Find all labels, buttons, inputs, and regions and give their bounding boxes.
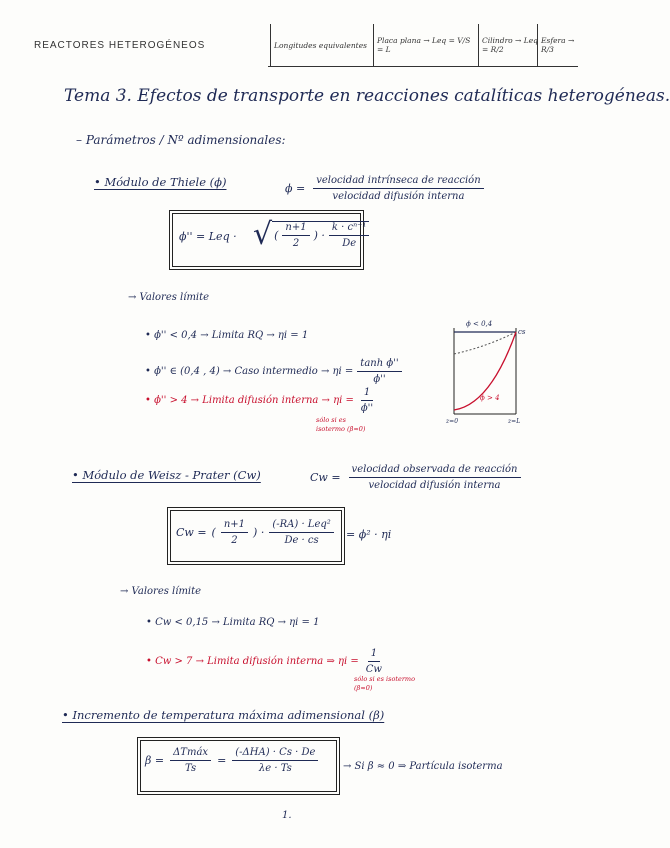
thiele-cond-3-num: 1: [361, 387, 373, 401]
weisz-rhs: = ϕ² · ηi: [346, 528, 392, 541]
thiele-definition: [285, 175, 484, 202]
beta-formula-box: [140, 740, 337, 792]
page-title: Tema 3. Efectos de transporte en reacciones catalíticas heterogéneas.: [64, 86, 670, 106]
thiele-note: sólo si es isotermo (β≈0): [316, 416, 366, 433]
thiele-cond-2-num: tanh ϕ'': [357, 358, 401, 372]
graph-z0-label: z=0: [446, 418, 459, 425]
thiele-def-den: velocidad difusión interna: [332, 191, 465, 202]
thiele-k-num: k · cⁿ⁻¹: [329, 222, 370, 236]
header-cell-text: Cilindro → Leq = R/2: [482, 36, 538, 54]
beta-d2: λe · Ts: [258, 763, 292, 774]
header-cell-4: [537, 24, 581, 66]
thiele-heading: • Módulo de Thiele (ϕ): [94, 175, 227, 189]
thiele-root: [253, 217, 369, 252]
beta-formula: [145, 747, 318, 774]
thiele-cond-2-text: • ϕ'' ∈ (0,4 , 4) → Caso intermedio → ηi =: [145, 366, 354, 377]
weisz-cond-2-den: Cw: [365, 664, 382, 675]
header-rule: [268, 66, 578, 67]
beta-lhs: β =: [145, 754, 165, 767]
thiele-k-den: De: [342, 237, 357, 249]
course-title: REACTORES HETEROGÉNEOS: [34, 40, 206, 51]
concentration-profile-graph: [446, 314, 536, 426]
params-heading: – Parámetros / Nº adimensionales:: [76, 133, 286, 147]
thiele-def-num: velocidad intrínseca de reacción: [313, 175, 483, 189]
graph-top-label: ϕ < 0,4: [466, 320, 493, 328]
weisz-cond-2-num: 1: [368, 648, 380, 662]
beta-eq: =: [217, 754, 227, 767]
weisz-d2: De · cs: [284, 535, 319, 546]
weisz-cond-2-text: • Cw > 7 → Limita difusión interna ⇒ ηi =: [146, 656, 359, 667]
weisz-def-lhs: Cw =: [310, 471, 341, 484]
graph-curve-label: ϕ > 4: [480, 394, 500, 402]
header-cell-3: [478, 24, 540, 66]
beta-heading: • Incremento de temperatura máxima adimensional (β): [62, 708, 385, 722]
thiele-limits-heading: → Valores límite: [128, 292, 210, 303]
thiele-cond-3-text: • ϕ'' > 4 → Limita difusión interna → ηi =: [145, 395, 354, 406]
header-cell-text: Placa plana → Leq = V/S = L: [377, 36, 471, 54]
header-cell-text: Esfera → R/3: [541, 36, 575, 54]
thiele-def-lhs: ϕ =: [285, 182, 306, 195]
thiele-root-num: n+1: [282, 222, 309, 236]
weisz-lhs: Cw =: [176, 526, 207, 539]
header-cell-text: Longitudes equivalentes: [274, 40, 367, 50]
page-number: 1.: [282, 810, 292, 821]
beta-d1: Ts: [185, 763, 197, 774]
weisz-heading: • Módulo de Weisz - Prater (Cw): [72, 468, 261, 482]
header-cell-1: [270, 24, 376, 66]
weisz-def-num: velocidad observada de reacción: [349, 464, 521, 478]
thiele-formula-box: [172, 213, 367, 267]
thiele-root-den: 2: [292, 237, 300, 249]
thiele-cond-1: • ϕ'' < 0,4 → Limita RQ → ηi = 1: [145, 330, 309, 341]
weisz-limits-heading: → Valores límite: [120, 586, 202, 597]
weisz-n2: (-RA) · Leq²: [269, 519, 333, 533]
weisz-formula: Cw = ( $\frac{n+1}{2}$ ) · $\frac{\text{(-RA) · Leq²}}{De \cdot cs}$: [176, 519, 334, 546]
sqrt-icon: √: [253, 217, 273, 252]
thiele-cond-2: [145, 358, 402, 385]
beta-n1: ΔTmáx: [170, 747, 211, 761]
thiele-radicand: ( $\frac{n+1}{2}$ ) · $\frac{\text{k · cⁿ⁻¹}}{De}$: [272, 221, 369, 249]
weisz-cond-2: [146, 648, 385, 675]
weisz-formula-box: [170, 510, 342, 562]
weisz-note: sólo si es isotermo (β≈0): [354, 675, 416, 692]
thiele-cond-2-den: ϕ'': [373, 374, 386, 385]
thiele-cond-3: [145, 387, 376, 414]
weisz-cond-1: • Cw < 0,15 → Limita RQ → ηi = 1: [146, 617, 320, 628]
weisz-definition: [310, 464, 521, 491]
beta-n2: (-ΔHA) · Cs · De: [232, 747, 318, 761]
weisz-n1: n+1: [221, 519, 248, 533]
thiele-formula-lhs: ϕ'' = Leq ·: [179, 230, 237, 243]
beta-tail: → Si β ≈ 0 ⇒ Partícula isoterma: [343, 761, 503, 772]
header-cell-2: [373, 24, 477, 66]
graph-cs-label: cs: [518, 328, 526, 336]
weisz-def-den: velocidad difusión interna: [368, 480, 501, 491]
graph-zl-label: z=L: [508, 418, 521, 425]
weisz-d1: 2: [231, 535, 238, 546]
thiele-cond-3-den: ϕ'': [360, 403, 374, 414]
